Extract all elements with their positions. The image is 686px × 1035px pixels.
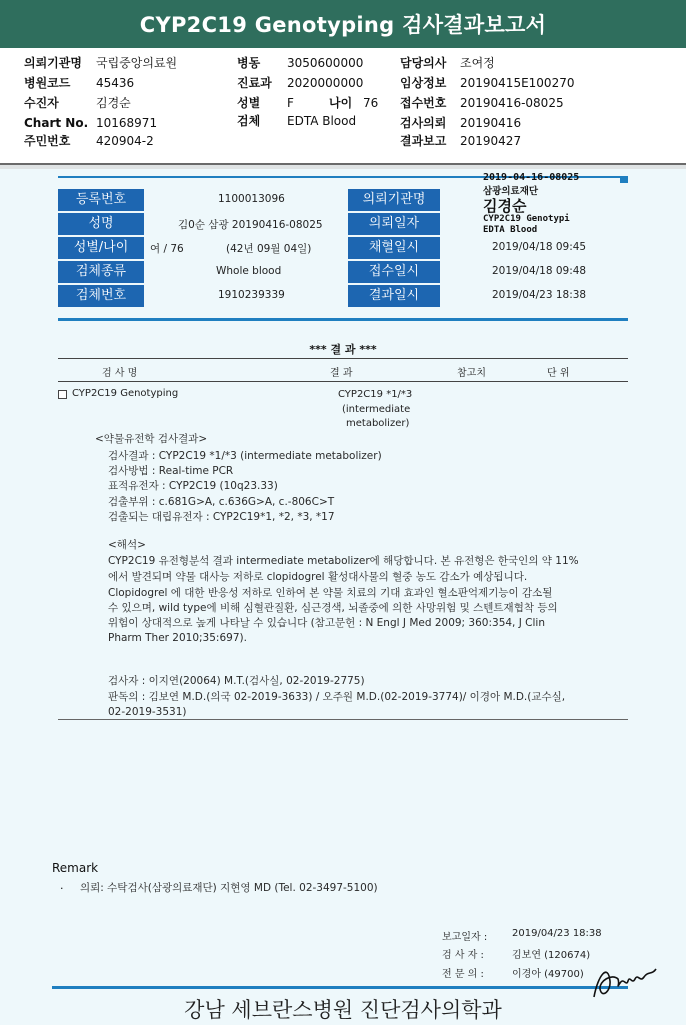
header-field: 의뢰기관명 국립중앙의료원 <box>24 56 178 70</box>
header-field: 접수번호 20190416-08025 <box>400 96 564 110</box>
header-field: 병원코드 45436 <box>24 76 135 90</box>
info-value: 김0순 삼광 20190416-08025 <box>178 219 323 231</box>
sticker-code: 2019-04-16-08025 <box>483 172 580 183</box>
table-top-rule <box>58 358 628 359</box>
interp-line: Pharm Ther 2010;35:697). <box>108 632 247 644</box>
interp-line: Clopidogrel 에 대한 반응성 저하로 인하여 본 약물 치료의 기대 효과인 혈소판억제기능이 감소될 <box>108 587 553 599</box>
header-field: 결과보고 20190427 <box>400 134 522 148</box>
col-header-ref: 참고치 <box>457 368 486 379</box>
test-result: (intermediate <box>342 404 411 415</box>
footer-department: 강남 세브란스병원 진단검사의학과 <box>184 998 502 1022</box>
remark-title: Remark <box>52 861 99 875</box>
pgx-line: 검출부위 : c.681G>A, c.636G>A, c.-806C>T <box>108 496 335 508</box>
header-field: 수진자 김경순 <box>24 96 131 110</box>
pgx-line: 검출되는 대립유전자 : CYP2C19*1, *2, *3, *17 <box>108 511 335 523</box>
pgx-heading: <약물유전학 검사결과> <box>95 433 208 445</box>
interp-line: 수 있으며, wild type에 비해 심혈관질환, 심근경색, 뇌졸중에 의한 사망위험 및 스텐트재협착 등의 <box>108 602 558 614</box>
header-field: Chart No. 10168971 <box>24 116 158 130</box>
sign-value: 2019/04/23 18:38 <box>512 928 602 939</box>
header-field: 진료과 2020000000 <box>237 76 364 90</box>
staff-rule <box>58 719 628 720</box>
test-result: metabolizer) <box>346 418 410 429</box>
info-value: 1910239339 <box>218 289 285 301</box>
result-heading: *** 결 과 *** <box>309 343 377 356</box>
staff-line: 판독의 : 김보연 M.D.(의국 02-2019-3633) / 오주원 M.D.(02-2019-3774)/ 이경아 M.D.(교수실, <box>108 691 566 703</box>
header-field: 성별 F 나이 76 <box>237 96 379 110</box>
info-label: 검체번호 <box>58 285 144 307</box>
col-header-result: 결 과 <box>330 368 353 379</box>
remark-text: 의뢰: 수탁검사(삼광의료재단) 지현영 MD (Tel. 02-3497-5100) <box>80 882 378 894</box>
staff-line: 검사자 : 이지연(20064) M.T.(검사실, 02-2019-2775) <box>108 675 365 687</box>
sign-label: 보고일자 : <box>442 932 488 943</box>
bottom-rule <box>52 986 628 989</box>
header-field: 검사의뢰 20190416 <box>400 116 522 130</box>
test-name: CYP2C19 Genotyping <box>72 388 179 399</box>
info-value: Whole blood <box>216 265 282 277</box>
sticker-test: CYP2C19 Genotypi <box>483 214 570 224</box>
patient-header <box>0 48 686 164</box>
report-page <box>0 169 686 1025</box>
sign-label: 검 사 자 : <box>442 950 484 961</box>
header-field: 병동 3050600000 <box>237 56 364 70</box>
interp-line: 에서 발견되며 약물 대사능 저하로 clopidogrel 활성대사물의 혈중 농도 감소가 예상됩니다. <box>108 571 528 583</box>
info-rule <box>58 318 628 321</box>
interp-line: CYP2C19 유전형분석 결과 intermediate metabolizer에 해당합니다. 본 유전형은 한국인의 약 11% <box>108 555 579 567</box>
info-label: 검체종류 <box>58 261 144 283</box>
sticker-specimen: EDTA Blood <box>483 225 538 235</box>
report-title: CYP2C19 Genotyping 검사결과보고서 <box>0 0 686 48</box>
info-value: 2019/04/18 09:48 <box>492 265 587 277</box>
info-label: 의뢰기관명 <box>348 189 440 211</box>
col-header-name: 검 사 명 <box>102 368 138 379</box>
sign-value: 김보연 (120674) <box>512 950 591 961</box>
info-label: 성별/나이 <box>58 237 144 259</box>
header-field: 임상정보 20190415E100270 <box>400 76 575 90</box>
header-field: 담당의사 조여정 <box>400 56 495 70</box>
pgx-line: 표적유전자 : CYP2C19 (10q23.33) <box>108 480 278 492</box>
interp-heading: <해석> <box>108 539 146 551</box>
info-value: 2019/04/23 18:38 <box>492 289 587 301</box>
col-header-unit: 단 위 <box>547 368 570 379</box>
info-value-extra: (42년 09월 04일) <box>226 243 312 255</box>
table-head-rule <box>58 381 628 382</box>
remark-bullet: · <box>60 882 64 895</box>
info-label: 의뢰일자 <box>348 213 440 235</box>
info-label: 접수일시 <box>348 261 440 283</box>
info-value: 1100013096 <box>218 193 285 205</box>
test-result: CYP2C19 *1/*3 <box>338 389 413 400</box>
info-value: 여 / 76 <box>150 243 184 255</box>
info-value: 2019/04/18 09:45 <box>492 241 587 253</box>
header-field: 주민번호 420904-2 <box>24 134 154 148</box>
rule-tab <box>620 178 628 183</box>
pgx-line: 검사결과 : CYP2C19 *1/*3 (intermediate metabolizer) <box>108 450 382 462</box>
bottom-strip <box>0 1025 686 1035</box>
sticker-name: 김경순 <box>483 197 527 215</box>
interp-line: 위험이 상대적으로 높게 나타날 수 있습니다 (참고문헌 : N Engl J Med 2009; 360:354, J Clin <box>108 617 545 629</box>
info-label: 결과일시 <box>348 285 440 307</box>
staff-line: 02-2019-3531) <box>108 706 187 718</box>
sticker-org: 삼광의료재단 <box>483 186 539 197</box>
info-label: 성명 <box>58 213 144 235</box>
info-label: 채혈일시 <box>348 237 440 259</box>
sign-label: 전 문 의 : <box>442 969 484 980</box>
pgx-line: 검사방법 : Real-time PCR <box>108 465 234 477</box>
sign-value: 이경아 (49700) <box>512 969 584 980</box>
info-label: 등록번호 <box>58 189 144 211</box>
header-field: 검체 EDTA Blood <box>237 114 357 128</box>
row-checkbox-icon[interactable] <box>58 390 67 399</box>
